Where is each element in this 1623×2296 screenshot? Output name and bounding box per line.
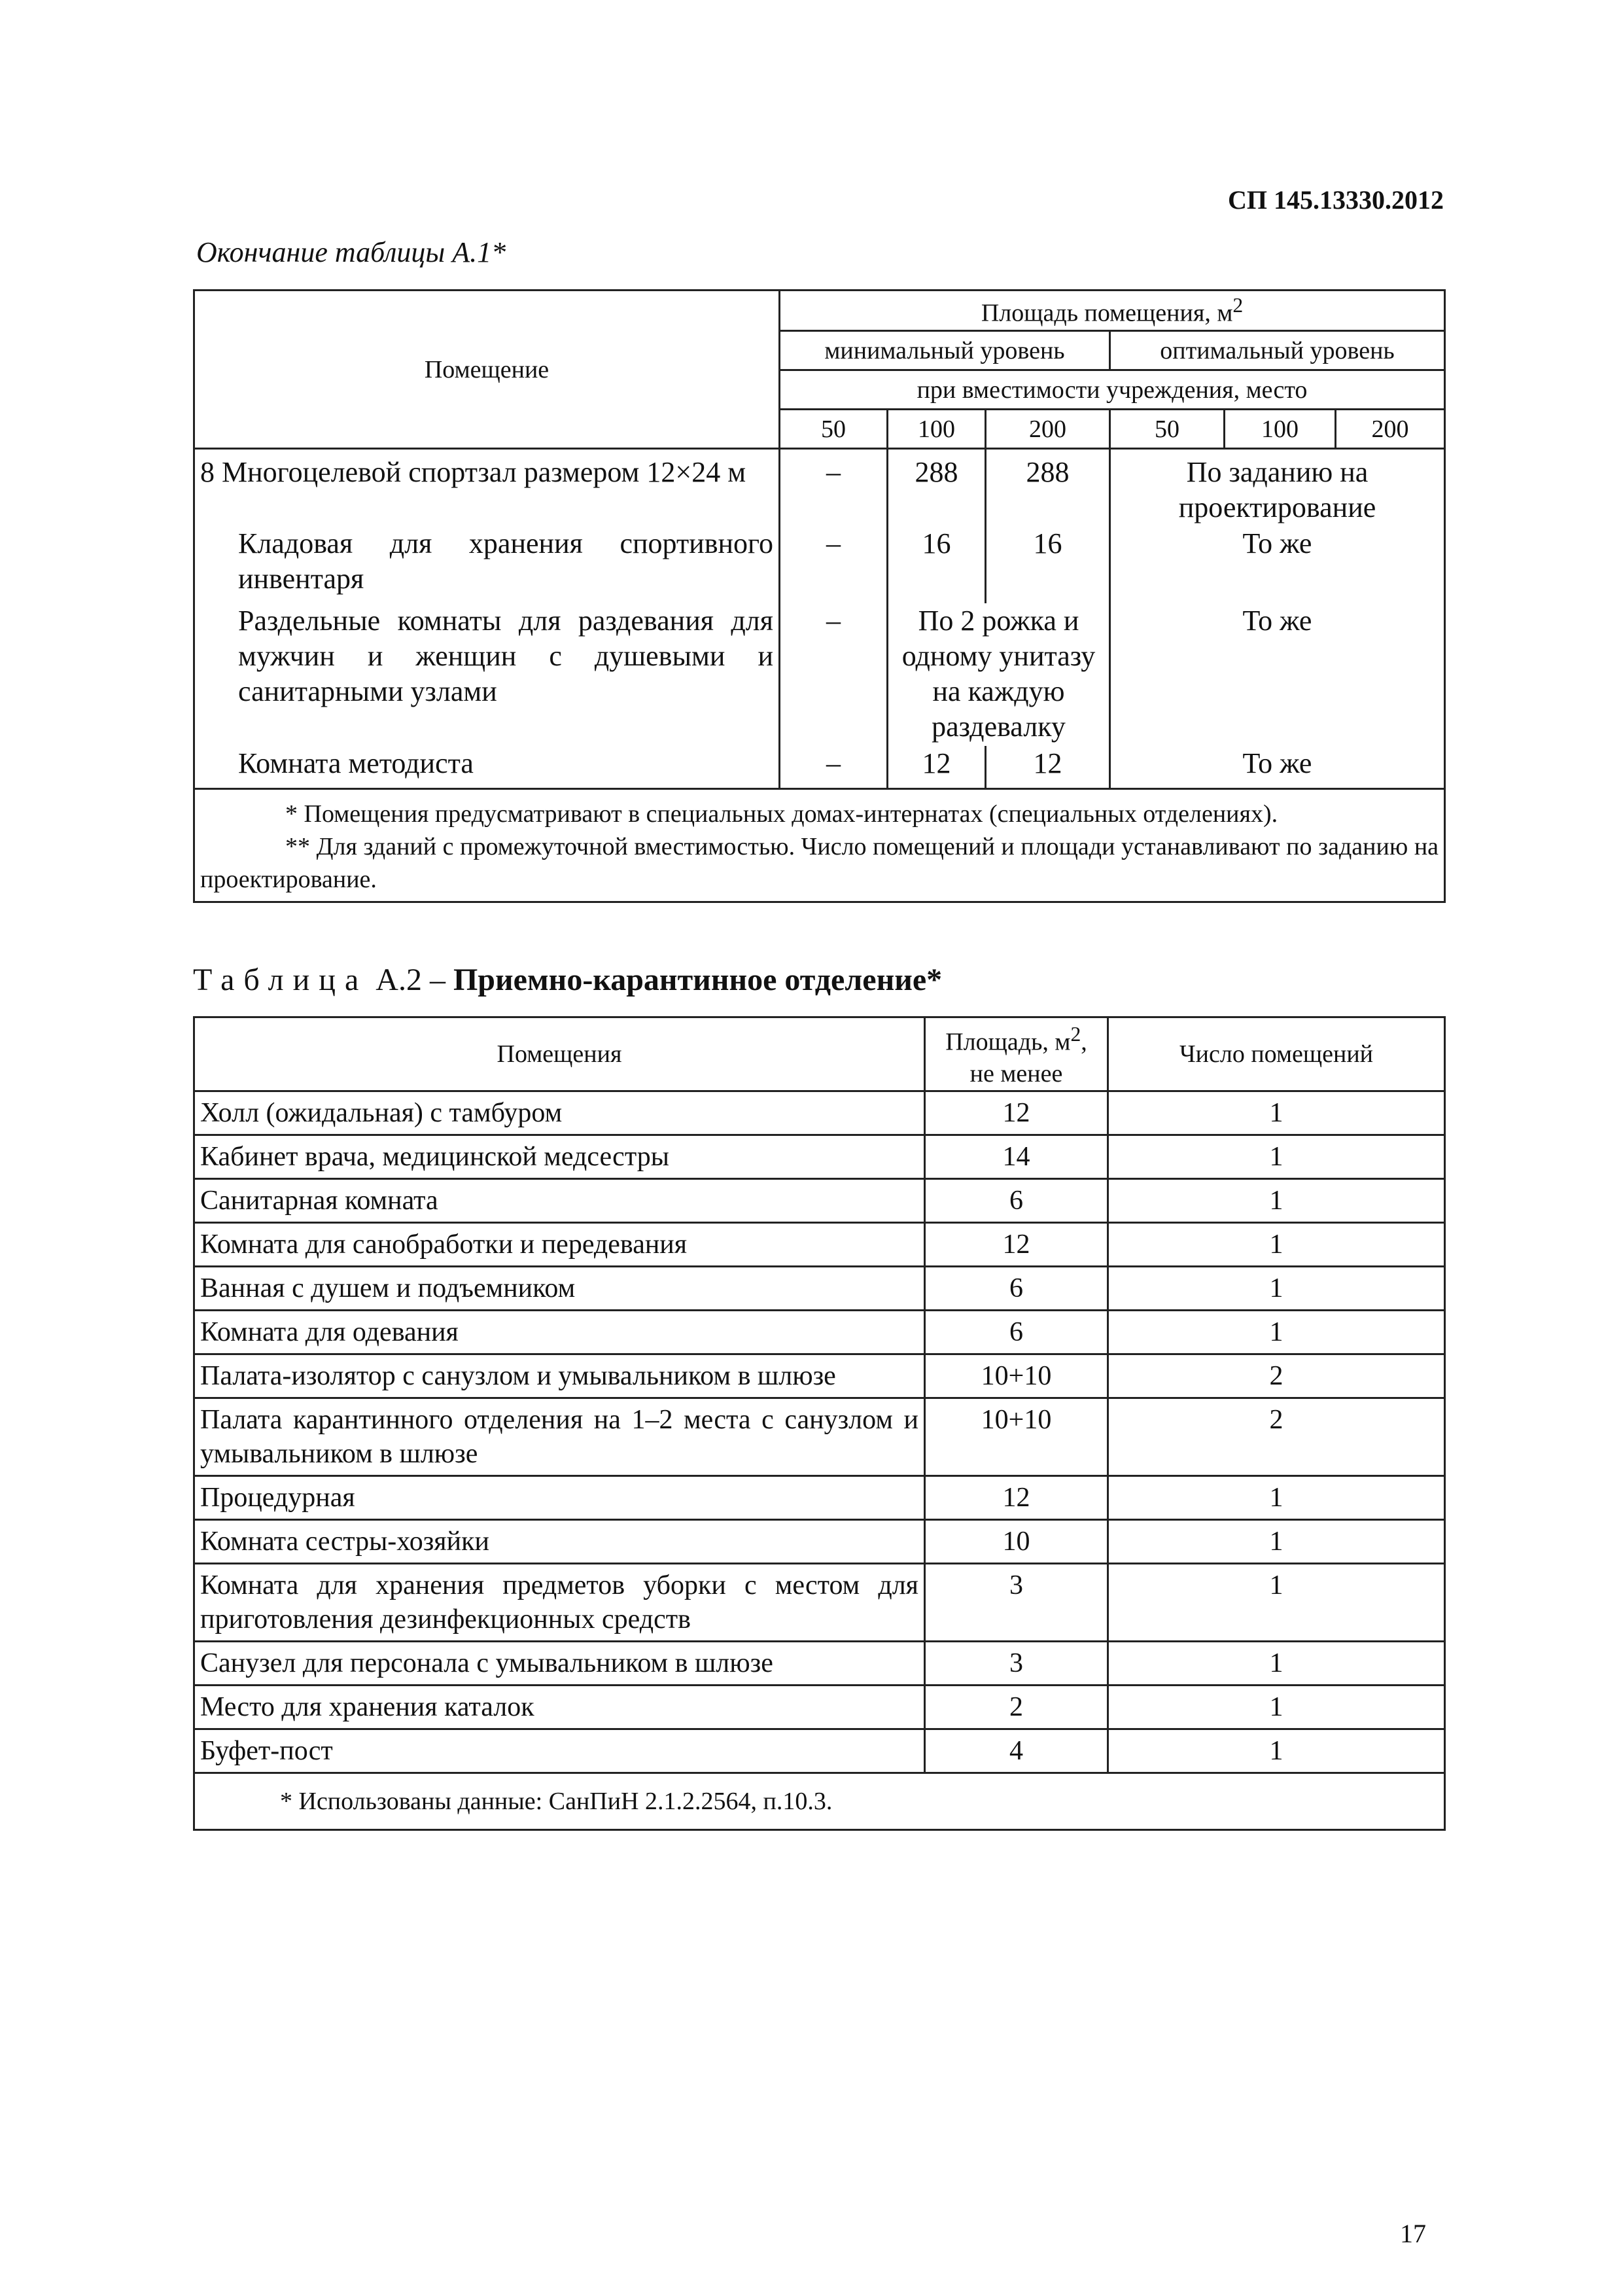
room-name: Санузел для персонала с умывальником в шлюзе — [194, 1642, 925, 1686]
table-row — [194, 1179, 1445, 1223]
header-min-level: минимальный уровень — [780, 331, 1110, 370]
count-cell: 1 — [1108, 1179, 1445, 1223]
table-row — [194, 603, 1445, 746]
header-area: Площадь помещения, $м^2$ — [780, 291, 1445, 331]
header-area: Площадь, $м^2$, не менее — [925, 1017, 1108, 1091]
room-name: Кладовая для хранения спортивного инвентаря — [194, 526, 780, 603]
count-cell: 1 — [1108, 1476, 1445, 1520]
count-cell: 1 — [1108, 1091, 1445, 1135]
value-cell: По 2 рожка и одному унитазу на каждую раздевалку — [888, 603, 1110, 746]
count-cell: 1 — [1108, 1267, 1445, 1311]
header-capacity: при вместимости учреждения, место — [780, 370, 1445, 410]
capacity-cell: 50 — [780, 410, 888, 449]
table2-title: Таблица А.2 – Приемно-карантинное отделение* — [193, 963, 943, 997]
area-cell: 12 — [925, 1223, 1108, 1267]
capacity-cell: 200 — [986, 410, 1110, 449]
value-cell: – — [780, 746, 888, 789]
capacity-cell: 50 — [1110, 410, 1225, 449]
count-cell: 1 — [1108, 1564, 1445, 1642]
value-cell: 288 — [888, 449, 986, 526]
table-row — [194, 1135, 1445, 1179]
table-row — [194, 1091, 1445, 1135]
area-cell: 10+10 — [925, 1354, 1108, 1398]
table-row — [194, 1564, 1445, 1642]
table-row — [194, 526, 1445, 603]
area-cell: 6 — [925, 1267, 1108, 1311]
room-name: Процедурная — [194, 1476, 925, 1520]
capacity-cell: 100 — [888, 410, 986, 449]
area-cell: 3 — [925, 1564, 1108, 1642]
room-name: Холл (ожидальная) с тамбуром — [194, 1091, 925, 1135]
room-name: Ванная с душем и подъемником — [194, 1267, 925, 1311]
room-name: Раздельные комнаты для раздевания для мужчин и женщин с душевыми и санитарными узлами — [194, 603, 780, 746]
count-cell: 1 — [1108, 1642, 1445, 1686]
room-name: Комната для санобработки и передевания — [194, 1223, 925, 1267]
value-cell: 12 — [986, 746, 1110, 789]
table-row — [194, 1520, 1445, 1564]
area-cell: 12 — [925, 1476, 1108, 1520]
count-cell: 1 — [1108, 1311, 1445, 1354]
table-notes — [194, 789, 1445, 902]
table-row — [194, 746, 1445, 789]
room-name: Палата карантинного отделения на 1–2 места с санузлом и умывальником в шлюзе — [194, 1398, 925, 1476]
area-cell: 10 — [925, 1520, 1108, 1564]
table-row — [194, 1729, 1445, 1773]
count-cell: 2 — [1108, 1354, 1445, 1398]
value-cell: 16 — [986, 526, 1110, 603]
capacity-cell: 100 — [1225, 410, 1336, 449]
area-cell: 4 — [925, 1729, 1108, 1773]
count-cell: 1 — [1108, 1135, 1445, 1179]
area-cell: 12 — [925, 1091, 1108, 1135]
header-room: Помещение — [194, 291, 780, 449]
header-opt-level: оптимальный уровень — [1110, 331, 1445, 370]
room-name: Буфет-пост — [194, 1729, 925, 1773]
table-row — [194, 1642, 1445, 1686]
table-row — [194, 1223, 1445, 1267]
area-cell: 3 — [925, 1642, 1108, 1686]
capacity-cell: 200 — [1336, 410, 1445, 449]
header-count: Число помещений — [1108, 1017, 1445, 1091]
note-1: * Помещения предусматривают в специальных домах-интернатах (специальных отделениях). — [285, 800, 1278, 828]
page-number: 17 — [1400, 2219, 1426, 2248]
table-a2 — [193, 1016, 1446, 1831]
room-name: 8 Многоцелевой спортзал размером 12×24 м — [194, 449, 780, 526]
area-cell: 2 — [925, 1686, 1108, 1729]
value-cell: 12 — [888, 746, 986, 789]
value-cell: То же — [1110, 746, 1445, 789]
value-cell: – — [780, 603, 888, 746]
table-row — [194, 1476, 1445, 1520]
value-cell: 288 — [986, 449, 1110, 526]
table-row — [194, 449, 1445, 526]
area-cell: 6 — [925, 1311, 1108, 1354]
count-cell: 1 — [1108, 1223, 1445, 1267]
area-cell: 10+10 — [925, 1398, 1108, 1476]
table-row — [194, 1354, 1445, 1398]
count-cell: 1 — [1108, 1686, 1445, 1729]
area-cell: 14 — [925, 1135, 1108, 1179]
table-a1-end — [193, 289, 1446, 903]
header-rooms: Помещения — [194, 1017, 925, 1091]
value-cell: То же — [1110, 526, 1445, 603]
value-cell: – — [780, 526, 888, 603]
count-cell: 1 — [1108, 1729, 1445, 1773]
room-name: Санитарная комната — [194, 1179, 925, 1223]
area-cell: 6 — [925, 1179, 1108, 1223]
document-code: СП 145.13330.2012 — [1228, 185, 1444, 215]
room-name: Комната для хранения предметов уборки с местом для приготовления дезинфекционных средств — [194, 1564, 925, 1642]
table-row — [194, 1686, 1445, 1729]
note-text: * Использованы данные: СанПиН 2.1.2.2564, п.10.3. — [194, 1773, 1445, 1830]
note-2: ** Для зданий с промежуточной вместимостью. Число помещений и площади устанавливают по заданию на проектирование. — [200, 833, 1439, 893]
table-row — [194, 1267, 1445, 1311]
value-cell: То же — [1110, 603, 1445, 746]
count-cell: 2 — [1108, 1398, 1445, 1476]
value-cell: 16 — [888, 526, 986, 603]
value-cell: – — [780, 449, 888, 526]
room-name: Комната методиста — [194, 746, 780, 789]
room-name: Место для хранения каталок — [194, 1686, 925, 1729]
room-name: Палата-изолятор с санузлом и умывальником в шлюзе — [194, 1354, 925, 1398]
table-row — [194, 1398, 1445, 1476]
table1-caption: Окончание таблицы А.1* — [196, 236, 506, 268]
table-row — [194, 1311, 1445, 1354]
value-cell: По заданию на проектирование — [1110, 449, 1445, 526]
room-name: Кабинет врача, медицинской медсестры — [194, 1135, 925, 1179]
table-note — [194, 1773, 1445, 1830]
room-name: Комната сестры-хозяйки — [194, 1520, 925, 1564]
room-name: Комната для одевания — [194, 1311, 925, 1354]
count-cell: 1 — [1108, 1520, 1445, 1564]
